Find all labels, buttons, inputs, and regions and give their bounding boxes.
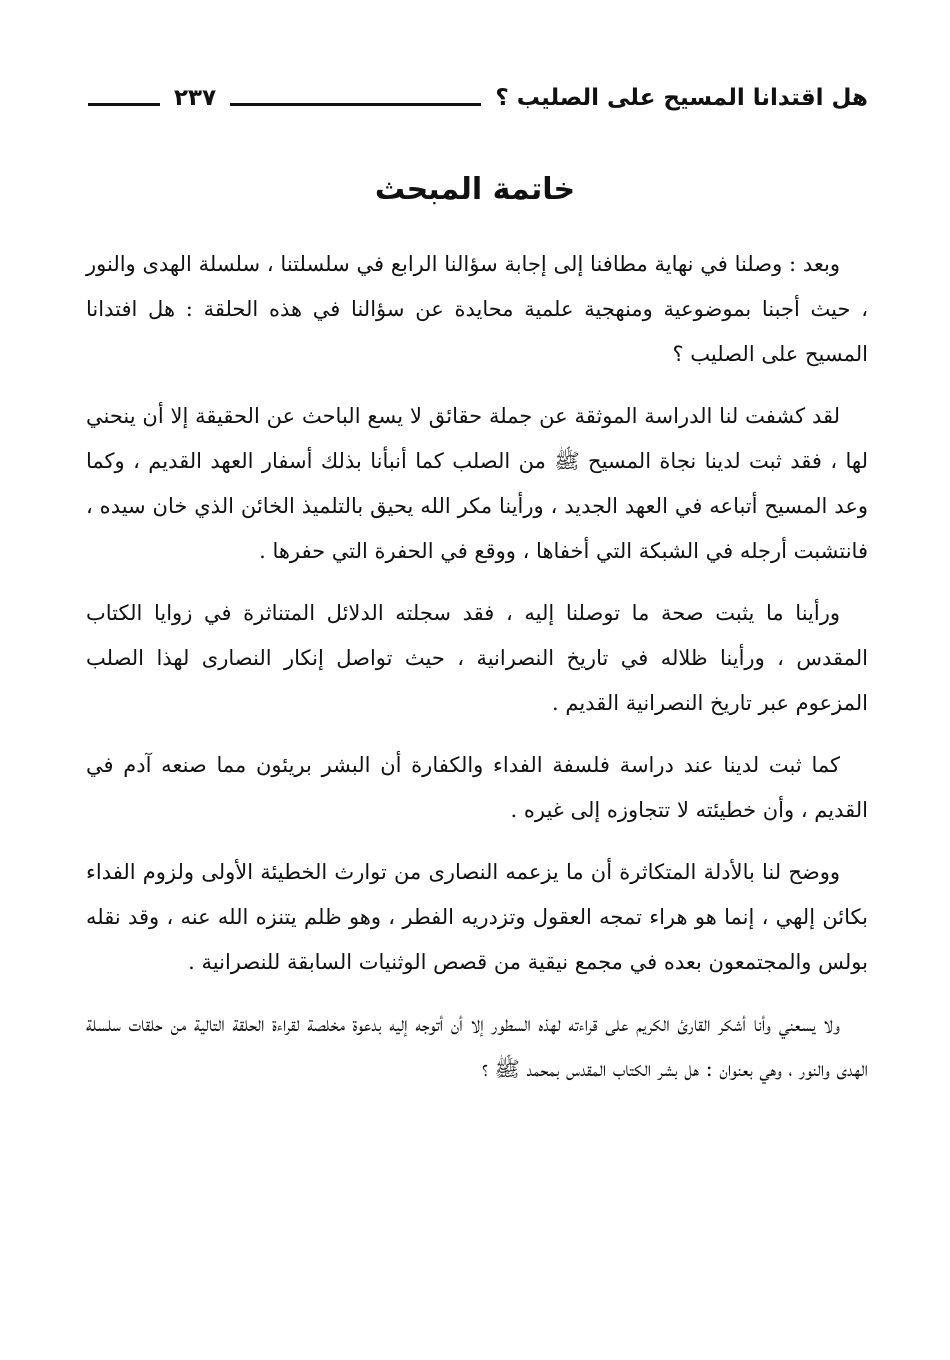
paragraph: لقد كشفت لنا الدراسة الموثقة عن جملة حقائق لا يسع الباحث عن الحقيقة إلا أن ينحني لها ، فقد ثبت لدينا نجاة المسيح ﷺ من الصلب كما أنبأنا بذلك أسفار العهد القديم ، وكما وعد المسيح أتباعه في العهد الجديد ، ورأينا مكر الله يحيق بالتلميذ الخائن الذي خان سيده ، فانتشبت أرجله في الشبكة التي أخفاها ، ووقع في الحفرة التي حفرها . xyxy=(86,404,868,563)
paragraph: وبعد : وصلنا في نهاية مطافنا إلى إجابة سؤالنا الرابع في سلسلتنا ، سلسلة الهدى والنور ، حيث أجبنا بموضوعية ومنهجية علمية محايدة عن سؤالنا في هذه الحلقة : هل افتدانا المسيح على الصليب ؟ xyxy=(86,252,868,366)
header-rule-end xyxy=(88,103,160,106)
running-header xyxy=(88,80,868,116)
running-title: هل اقتدانا المسيح على الصليب ؟ xyxy=(495,84,868,111)
paragraph: ولا يسعني وأنا أشكر القارئ الكريم على قراءته لهذه السطور إلا أن أتوجه إليه بدعوة مخلصة لقراءة الحلقة التالية من حلقات سلسلة الهدى والنور ، وهي بعنوان : هل بشر الكتاب المقدس بمحمد ﷺ ؟ xyxy=(86,1012,868,1081)
paragraph: كما ثبت لدينا عند دراسة فلسفة الفداء والكفارة أن البشر بريئون مما صنعه آدم في القديم ، وأن خطيئته لا تتجاوزه إلى غيره . xyxy=(86,753,868,822)
paragraph: ورأينا ما يثبت صحة ما توصلنا إليه ، فقد سجلته الدلائل المتناثرة في زوايا الكتاب المقدس ، ورأينا ظلاله في تاريخ النصرانية ، حيث تواصل إنكار النصارى لهذا الصلب المزعوم عبر تاريخ النصرانية القديم . xyxy=(86,601,868,715)
paragraph: ووضح لنا بالأدلة المتكاثرة أن ما يزعمه النصارى من توارث الخطيئة الأولى ولزوم الفداء بكائن إلهي ، إنما هو هراء تمجه العقول وتزدريه الفطر ، وهو ظلم يتنزه الله عنه ، وقد نقله بولس والمجتمعون بعده في مجمع نيقية من قصص الوثنيات السابقة للنصرانية . xyxy=(86,860,868,974)
body-text xyxy=(86,242,868,1109)
section-title: خاتمة المبحث xyxy=(374,172,576,207)
page-number: ٢٣٧ xyxy=(174,84,217,111)
header-rule xyxy=(230,103,481,106)
